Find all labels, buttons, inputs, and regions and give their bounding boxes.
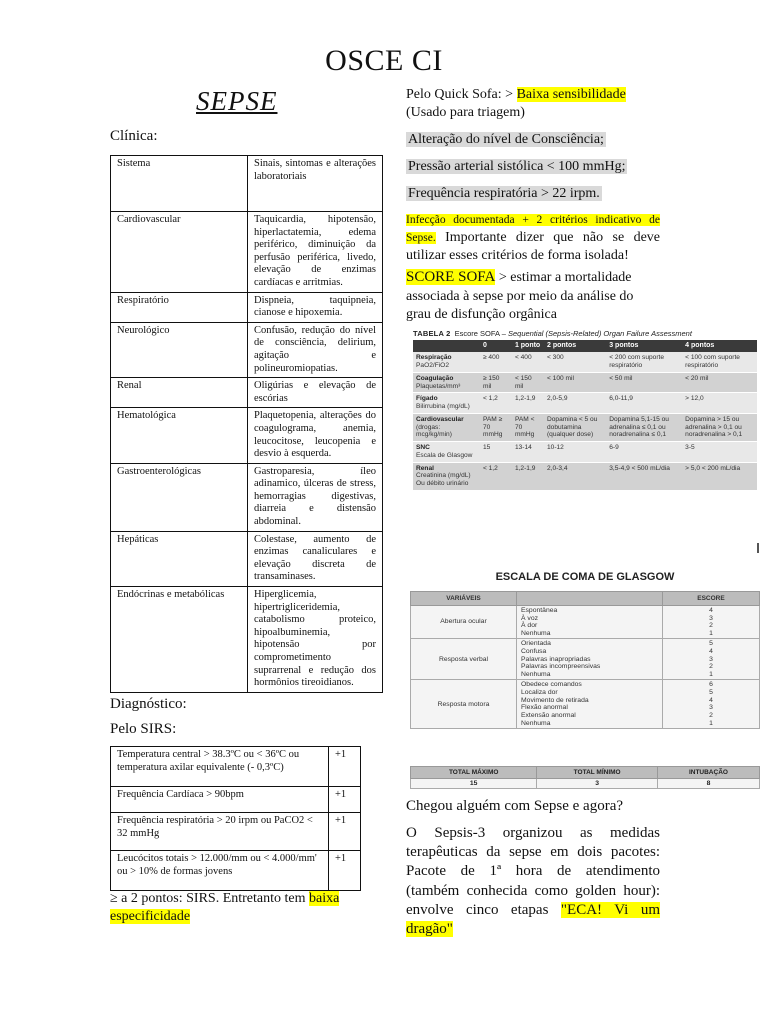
sofa-row-sublabel: Plaquetas/mm³ <box>416 382 461 390</box>
clinical-system-cell: Renal <box>111 378 248 408</box>
sofa-header-cell <box>413 340 480 352</box>
clinical-system-cell: Gastroenterológicas <box>111 463 248 531</box>
sofa-cell: < 1,2 <box>480 393 512 414</box>
sofa-cell: < 50 mil <box>606 372 682 393</box>
glasgow-variable-cell: Resposta verbal <box>411 639 517 680</box>
sofa-cell: < 1,2 <box>480 462 512 490</box>
glasgow-score: 3 <box>709 704 713 712</box>
sofa-cell: < 20 mil <box>682 372 757 393</box>
glasgow-variable-cell: Resposta motora <box>411 680 517 729</box>
clinical-signs-cell: Hiperglicemia, hipertrigliceridemia, catabolismo proteico, hipoalbuminemia, hipotensão por comprometimento suprarrenal e redução dos hormônios tireoidianos. <box>248 587 383 693</box>
sofa-cell: 10-12 <box>544 442 606 463</box>
sofa-row-sublabel: Bilirrubina (mg/dL) <box>416 403 470 411</box>
glasgow-variable-cell: Abertura ocular <box>411 606 517 639</box>
glasgow-row <box>411 606 760 639</box>
criterion-frequencia <box>406 185 660 203</box>
clinical-signs-cell: Taquicardia, hipotensão, hiperlactatemia, edema periférico, diminuição da perfusão periférica, livedo, elevação de enzimas cardíacas e arritmias. <box>248 212 383 293</box>
sofa-cell: 2,0-3,4 <box>544 462 606 490</box>
sofa-cell: < 100 mil <box>544 372 606 393</box>
glasgow-responses-cell <box>517 680 663 729</box>
clinical-row <box>111 212 383 293</box>
sofa-row-label: Fígado <box>416 395 438 403</box>
sofa-label-cell <box>413 462 480 490</box>
glasgow-responses-cell <box>517 606 663 639</box>
clinical-signs-cell: Oligúrias e elevação de escórias <box>248 378 383 408</box>
sofa-label-cell <box>413 413 480 441</box>
glasgow-score: 5 <box>709 640 713 648</box>
glasgow-scores-cell <box>663 606 760 639</box>
sofa-row-label: Coagulação <box>416 374 454 382</box>
glasgow-response: Obedece comandos <box>521 681 582 689</box>
sirs-note <box>110 890 365 926</box>
glasgow-scores-cell <box>663 680 760 729</box>
sofa-caption <box>413 329 757 338</box>
sirs-row <box>111 851 361 891</box>
sirs-note-highlight: baixa especificidade <box>110 891 340 925</box>
sirs-criterion-cell: Frequência Cardíaca > 90bpm <box>111 787 329 813</box>
glasgow-table <box>410 591 760 729</box>
sofa-table-figure <box>413 329 757 549</box>
sirs-row <box>111 813 361 851</box>
chegou-question: Chegou alguém com Sepse e agora? <box>406 798 624 814</box>
criterion-text: Frequência respiratória > 22 irpm. <box>408 186 600 201</box>
criterion-pressao <box>406 158 660 176</box>
quick-sofa-suffix: (Usado para triagem) <box>406 105 525 121</box>
glasgow-response: Confusa <box>521 648 547 656</box>
glasgow-score: 2 <box>709 663 713 671</box>
glasgow-score: 2 <box>709 711 713 719</box>
quick-sofa-highlight: Baixa sensibilidade <box>516 87 626 102</box>
glasgow-response: Palavras incompreensivas <box>521 663 601 671</box>
glasgow-totals-table <box>410 766 760 789</box>
sofa-table <box>413 340 757 491</box>
infeccao-note <box>406 211 660 266</box>
sofa-cell: 1,2-1,9 <box>512 393 544 414</box>
clinical-row <box>111 463 383 531</box>
sepsis3-highlight: "ECA! Vi um dragão" <box>406 901 660 937</box>
sofa-caption-italic: Sequential (Sepsis-Related) Organ Failure Assessment <box>507 329 692 338</box>
sofa-label-cell <box>413 442 480 463</box>
sirs-points-cell: +1 <box>329 747 361 787</box>
sofa-cell: 6,0-11,9 <box>606 393 682 414</box>
sofa-label-cell <box>413 352 480 372</box>
sirs-row <box>111 787 361 813</box>
glasgow-response: Nenhuma <box>521 670 551 678</box>
sofa-caption-name: Escore SOFA – <box>454 329 508 338</box>
sirs-table <box>110 746 361 891</box>
glasgow-total-value: 3 <box>537 779 658 789</box>
glasgow-scores-cell <box>663 639 760 680</box>
sirs-criterion-cell: Frequência respiratória > 20 irpm ou PaCO2 < 32 mmHg <box>111 813 329 851</box>
sofa-cell: < 400 <box>512 352 544 372</box>
sirs-points-cell: +1 <box>329 813 361 851</box>
glasgow-total-value: 15 <box>411 779 537 789</box>
glasgow-score: 1 <box>709 629 713 637</box>
clinical-row <box>111 292 383 322</box>
glasgow-responses-cell <box>517 639 663 680</box>
sofa-row <box>413 393 757 414</box>
criterion-text: Alteração do nível de Consciência; <box>408 132 604 147</box>
sofa-caption-bold: TABELA 2 <box>413 329 451 338</box>
glasgow-response: Movimento de retirada <box>521 696 589 704</box>
glasgow-response: Nenhuma <box>521 719 551 727</box>
score-sofa-highlight: SCORE SOFA <box>406 269 496 285</box>
clinical-row <box>111 156 383 212</box>
clinical-system-cell: Respiratório <box>111 292 248 322</box>
sofa-cell: 3-5 <box>682 442 757 463</box>
sepsis3-text: O Sepsis-3 organizou as medidas terapêuticas da sepse em dois pacotes: Pacote de 1ª hora de atendimento (também conhecida como golden hour): envolve cinco etapas <box>406 825 660 918</box>
glasgow-score: 4 <box>709 696 713 704</box>
clinical-signs-cell: Confusão, redução do nível de consciência, delirium, agitação e polineuromiopatias. <box>248 322 383 377</box>
page-title: OSCE CI <box>325 44 443 77</box>
quick-sofa-text <box>406 86 660 122</box>
sofa-cell: 13-14 <box>512 442 544 463</box>
sofa-cell: Dopamina 5,1-15 ou adrenalina ≤ 0,1 ou noradrenalina ≤ 0,1 <box>606 413 682 441</box>
sofa-cell: > 5,0 < 200 mL/dia <box>682 462 757 490</box>
score-sofa-text <box>406 268 660 324</box>
clinical-signs-cell: Colestase, aumento de enzimas canaliculares e elevação discreta de transaminases. <box>248 531 383 586</box>
score-sofa-rest: > estimar a mortalidade associada à sepse por meio da análise do grau de disfunção orgânica <box>406 270 634 322</box>
clinical-signs-cell: Dispneia, taquipneia, cianose e hipoxemia. <box>248 292 383 322</box>
infeccao-rest: Importante dizer que não se deve utilizar esses critérios de forma isolada! <box>406 230 660 264</box>
sirs-row <box>111 747 361 787</box>
sofa-label-cell <box>413 393 480 414</box>
sofa-row-sublabel: Creatinina (mg/dL) Ou débito urinário <box>416 472 471 488</box>
sofa-cell: 1,2-1,9 <box>512 462 544 490</box>
clinical-row <box>111 322 383 377</box>
glasgow-total-header: INTUBAÇÃO <box>657 767 759 779</box>
sofa-row-sublabel: (drogas: mcg/kg/min) <box>416 423 452 439</box>
sofa-cell: > 12,0 <box>682 393 757 414</box>
quick-sofa-prefix: Pelo Quick Sofa: > <box>406 87 517 102</box>
sofa-row-sublabel: Escala de Glasgow <box>416 451 473 459</box>
sofa-cell: 6-9 <box>606 442 682 463</box>
sirs-points-cell: +1 <box>329 787 361 813</box>
glasgow-header-cell <box>517 592 663 606</box>
sofa-cell: ≥ 400 <box>480 352 512 372</box>
clinical-table <box>110 155 383 693</box>
sofa-cell: < 100 com suporte respiratório <box>682 352 757 372</box>
clinical-system-cell: Cardiovascular <box>111 212 248 293</box>
clinical-row <box>111 378 383 408</box>
sofa-cell: < 200 com suporte respiratório <box>606 352 682 372</box>
sofa-row <box>413 462 757 490</box>
sofa-row-label: Cardiovascular <box>416 415 464 423</box>
sofa-header-cell: 3 pontos <box>606 340 682 352</box>
criterion-text: Pressão arterial sistólica < 100 mmHg; <box>408 159 626 174</box>
glasgow-response: À dor <box>521 622 538 630</box>
sofa-cell: PAM ≥ 70 mmHg <box>480 413 512 441</box>
clinical-system-cell: Neurológico <box>111 322 248 377</box>
glasgow-score: 3 <box>709 655 713 663</box>
clinical-system-cell: Endócrinas e metabólicas <box>111 587 248 693</box>
glasgow-response: Flexão anormal <box>521 704 568 712</box>
glasgow-response: Palavras inapropriadas <box>521 655 591 663</box>
sofa-cell: < 300 <box>544 352 606 372</box>
sofa-header-cell: 2 pontos <box>544 340 606 352</box>
sofa-row <box>413 442 757 463</box>
sofa-cell: PAM < 70 mmHg <box>512 413 544 441</box>
sofa-row-sublabel: PaO2/FiO2 <box>416 362 449 370</box>
glasgow-header-cell: ESCORE <box>663 592 760 606</box>
clinical-system-cell: Hepáticas <box>111 531 248 586</box>
glasgow-score: 5 <box>709 689 713 697</box>
clinical-system-cell: Hematológica <box>111 408 248 463</box>
glasgow-response: Localiza dor <box>521 689 558 697</box>
sofa-header-cell: 4 pontos <box>682 340 757 352</box>
glasgow-response: À voz <box>521 614 538 622</box>
criterion-consciencia <box>406 131 660 149</box>
glasgow-score: 2 <box>709 622 713 630</box>
clinical-signs-cell: Plaquetopenia, alterações do coagulograma, anemia, leucocitose, leucopenia e desvio à esquerda. <box>248 408 383 463</box>
sofa-row-label: SNC <box>416 444 430 452</box>
sofa-cell: < 150 mil <box>512 372 544 393</box>
glasgow-title: ESCALA DE COMA DE GLASGOW <box>495 571 675 583</box>
glasgow-response: Extensão anormal <box>521 711 576 719</box>
clinical-signs-cell: Sinais, sintomas e alterações laboratoriais <box>248 156 383 212</box>
sofa-cell: 2,0-5,9 <box>544 393 606 414</box>
glasgow-row <box>411 680 760 729</box>
glasgow-response: Nenhuma <box>521 629 551 637</box>
sepsis3-paragraph <box>406 824 660 939</box>
sofa-cell: Dopamina > 15 ou adrenalina > 0,1 ou noradrenalina > 0,1 <box>682 413 757 441</box>
sofa-header-cell: 0 <box>480 340 512 352</box>
sirs-criterion-cell: Leucócitos totais > 12.000/mm ou < 4.000/mm' ou > 10% de formas jovens <box>111 851 329 891</box>
glasgow-score: 1 <box>709 670 713 678</box>
sofa-header-cell: 1 ponto <box>512 340 544 352</box>
clinical-system-cell: Sistema <box>111 156 248 212</box>
glasgow-total-value: 8 <box>657 779 759 789</box>
glasgow-score: 4 <box>709 648 713 656</box>
sofa-row <box>413 413 757 441</box>
sofa-label-cell <box>413 372 480 393</box>
infeccao-highlight: Infecção documentada + 2 critérios indicativo de Sepse. <box>406 214 660 245</box>
glasgow-total-header: TOTAL MÁXIMO <box>411 767 537 779</box>
sirs-criterion-cell: Temperatura central > 38.3ºC ou < 36ºC ou temperatura axilar equivalente (- 0,3ºC) <box>111 747 329 787</box>
glasgow-score: 6 <box>709 681 713 689</box>
glasgow-score: 1 <box>709 719 713 727</box>
glasgow-score: 3 <box>709 614 713 622</box>
sofa-cell: 3,5-4,9 < 500 mL/dia <box>606 462 682 490</box>
glasgow-response: Orientada <box>521 640 551 648</box>
clinica-label: Clínica: <box>110 128 158 144</box>
glasgow-response: Espontânea <box>521 607 558 614</box>
figure-edge-mark <box>757 543 759 553</box>
glasgow-score: 4 <box>709 607 713 614</box>
sofa-row-label: Renal <box>416 464 434 472</box>
sepse-heading: SEPSE <box>196 86 278 116</box>
sofa-cell: 15 <box>480 442 512 463</box>
sofa-row <box>413 352 757 372</box>
sofa-cell: ≥ 150 mil <box>480 372 512 393</box>
sofa-row <box>413 372 757 393</box>
sofa-row-label: Respiração <box>416 354 452 362</box>
clinical-row <box>111 408 383 463</box>
sofa-cell: Dopamina < 5 ou dobutamina (qualquer dose) <box>544 413 606 441</box>
diagnostico-label: Diagnóstico: <box>110 696 187 712</box>
clinical-row <box>111 587 383 693</box>
clinical-signs-cell: Gastroparesia, íleo adinamico, úlceras de stress, hemorragias digestivas, diarreia e distensão abdominal. <box>248 463 383 531</box>
glasgow-row <box>411 639 760 680</box>
glasgow-header-cell: VARIÁVEIS <box>411 592 517 606</box>
sirs-points-cell: +1 <box>329 851 361 891</box>
clinical-row <box>111 531 383 586</box>
pelo-sirs-label: Pelo SIRS: <box>110 721 177 737</box>
sirs-note-text: ≥ a 2 pontos: SIRS. Entretanto tem <box>110 891 310 906</box>
glasgow-total-header: TOTAL MÍNIMO <box>537 767 658 779</box>
